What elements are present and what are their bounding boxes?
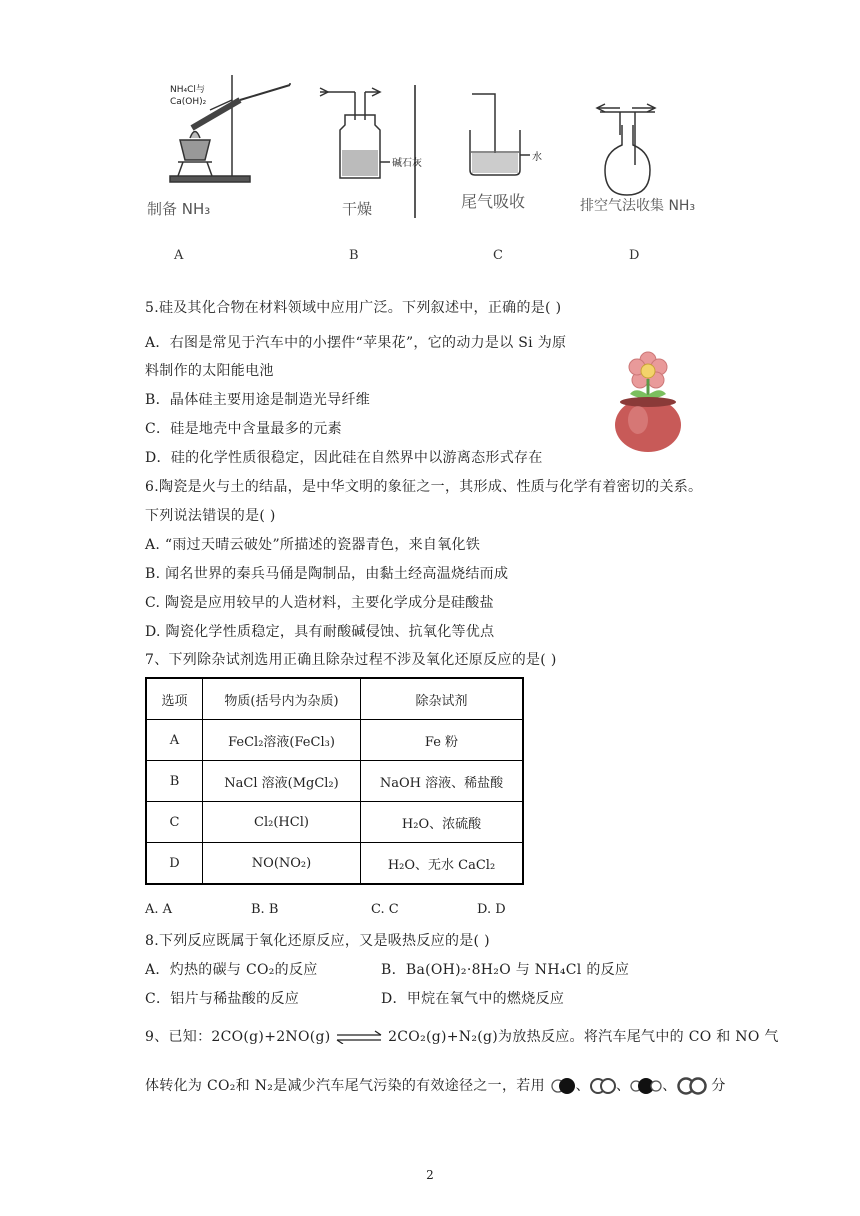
separator: 、 — [662, 1078, 677, 1094]
apparatus-b-reagent: 碱石灰 — [392, 158, 422, 169]
table-cell: B — [146, 761, 203, 802]
table-cell: Cl₂(HCl) — [203, 802, 361, 843]
q7-table — [145, 677, 524, 885]
q8-option-c: C．铝片与稀盐酸的反应 — [145, 991, 300, 1007]
apparatus-a-reagent-2: Ca(OH)₂ — [170, 97, 207, 107]
table-row — [146, 761, 523, 802]
apparatus-b-caption: 干燥 — [342, 200, 373, 218]
table-row — [146, 802, 523, 843]
q6-option-a: A. “雨过天晴云破处”所描述的瓷器青色，来自氧化铁 — [145, 537, 481, 553]
table-cell: H₂O、浓硫酸 — [361, 802, 524, 843]
q7-answer-b: B. B — [251, 902, 279, 917]
q6-option-c: C. 陶瓷是应用较早的人造材料，主要化学成分是硅酸盐 — [145, 595, 494, 611]
table-cell: D — [146, 843, 203, 885]
table-cell: NaCl 溶液(MgCl₂) — [203, 761, 361, 802]
apparatus-d-letter: D — [629, 248, 640, 263]
molecule-n2-icon — [677, 1077, 707, 1095]
page-number: 2 — [426, 1168, 434, 1182]
q6-option-d: D. 陶瓷化学性质稳定，具有耐酸碱侵蚀、抗氧化等优点 — [145, 624, 495, 640]
apparatus-b-letter: B — [349, 248, 359, 263]
molecule-co2-icon — [630, 1077, 662, 1095]
table-cell: H₂O、无水 CaCl₂ — [361, 843, 524, 885]
table-header-cell: 物质(括号内为杂质) — [203, 678, 361, 720]
table-row — [146, 843, 523, 885]
apple-flower-image — [608, 350, 688, 455]
q5-stem: 5.硅及其化合物在材料领域中应用广泛。下列叙述中，正确的是( ) — [145, 300, 562, 316]
table-cell: A — [146, 720, 203, 761]
separator: 、 — [615, 1078, 631, 1094]
q9-stem-line1 — [145, 1027, 779, 1047]
q7-answer-c: C. C — [371, 902, 399, 917]
table-header-cell: 除杂试剂 — [361, 678, 524, 720]
table-cell: NaOH 溶液、稀盐酸 — [361, 761, 524, 802]
q5-option-a-line1: A．右图是常见于汽车中的小摆件“苹果花”，它的动力是以 Si 为原 — [145, 335, 567, 351]
apparatus-c-reagent: 水 — [532, 152, 542, 163]
apparatus-a-letter: A — [174, 248, 184, 263]
q9-line2-end: 分 — [711, 1078, 726, 1094]
apparatus-d-caption: 排空气法收集 NH₃ — [580, 198, 696, 214]
table-cell: FeCl₂溶液(FeCl₃) — [203, 720, 361, 761]
q7-stem: 7、下列除杂试剂选用正确且除杂过程不涉及氧化还原反应的是( ) — [145, 652, 557, 668]
table-header-cell: 选项 — [146, 678, 203, 720]
apparatus-c-letter: C — [493, 248, 503, 263]
table-cell: NO(NO₂) — [203, 843, 361, 885]
apparatus-c-caption: 尾气吸收 — [461, 192, 526, 211]
apparatus-d-drawing — [597, 104, 655, 195]
q8-option-d: D．甲烷在氧气中的燃烧反应 — [381, 991, 565, 1007]
table-header-row — [146, 678, 523, 720]
q9-line2-text: 体转化为 CO₂和 N₂是减少汽车尾气污染的有效途径之一，若用 — [145, 1078, 545, 1094]
q6-stem-line2: 下列说法错误的是( ) — [145, 508, 276, 524]
equilibrium-arrow-icon — [335, 1030, 383, 1044]
q9-stem-pre: 9、已知：2CO(g)+2NO(g) — [145, 1029, 331, 1045]
q7-answer-a: A. A — [145, 902, 173, 917]
q9-stem-post: 2CO₂(g)+N₂(g)为放热反应。将汽车尾气中的 CO 和 NO 气 — [388, 1029, 779, 1045]
q5-option-c: C．硅是地壳中含量最多的元素 — [145, 421, 342, 437]
apparatus-a-caption: 制备 NH₃ — [147, 200, 211, 218]
q5-option-d: D．硅的化学性质很稳定，因此硅在自然界中以游离态形式存在 — [145, 450, 543, 466]
apparatus-c-water — [472, 153, 518, 173]
q6-option-b: B. 闻名世界的秦兵马俑是陶制品，由黏土经高温烧结而成 — [145, 566, 509, 582]
q8-option-a: A．灼热的碳与 CO₂的反应 — [145, 962, 318, 978]
molecule-co-icon — [550, 1077, 576, 1095]
q5-option-a-line2: 料制作的太阳能电池 — [145, 363, 274, 379]
q8-stem: 8.下列反应既属于氧化还原反应，又是吸热反应的是( ) — [145, 933, 490, 949]
q7-answer-d: D. D — [477, 902, 506, 917]
molecule-no-icon — [590, 1077, 616, 1095]
table-cell: C — [146, 802, 203, 843]
table-cell: Fe 粉 — [361, 720, 524, 761]
q9-stem-line2 — [145, 1076, 726, 1096]
apparatus-b-drawing — [320, 88, 390, 178]
separator: 、 — [575, 1078, 590, 1094]
q6-stem-line1: 6.陶瓷是火与土的结晶，是中华文明的象征之一，其形成、性质与化学有着密切的关系。 — [145, 479, 703, 495]
table-row — [146, 720, 523, 761]
q8-option-b: B．Ba(OH)₂·8H₂O 与 NH₄Cl 的反应 — [381, 962, 630, 978]
apparatus-a-reagent-1: NH₄Cl与 — [170, 85, 205, 95]
q5-option-b: B．晶体硅主要用途是制造光导纤维 — [145, 392, 371, 408]
